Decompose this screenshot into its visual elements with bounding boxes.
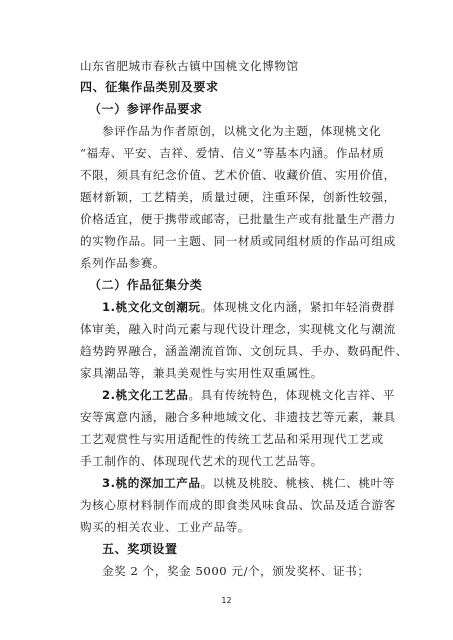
paragraph-line: 不限，须具有纪念价值、艺术价值、收藏价值、实用价值， [80, 168, 396, 182]
paragraph-line: 价格适宜，便于携带或邮寄，已批量生产或有批量生产潜力 [80, 212, 396, 226]
paragraph-line: 工艺观赏性与实用适配性的传统工艺品和采用现代工艺或 [80, 432, 384, 446]
category-2-first-line [102, 387, 395, 403]
category-3-lead: 3.桃的深加工产品 [102, 476, 201, 490]
paragraph-line: 体审美，融入时尚元素与现代设计理念，实现桃文化与潮流 [80, 322, 396, 336]
category-3-first-line [102, 475, 395, 491]
paragraph-line: 参评作品为作者原创，以桃文化为主题，体现桃文化 [102, 124, 382, 138]
subsection-2-title: （二）作品征集分类 [89, 278, 203, 292]
paragraph-line: 手工制作的、体现现代艺术的现代工艺品等。 [80, 454, 323, 468]
section-4-title: 四、征集作品类别及要求 [80, 80, 219, 94]
category-1-first-line [102, 299, 395, 315]
category-1-lead: 1.桃文化文创潮玩 [102, 300, 201, 314]
award-line: 金奖 2 个，奖金 5000 元/个，颁发奖杯、证书； [102, 564, 370, 578]
paragraph-line: 购买的相关农业、工业产品等。 [80, 520, 251, 534]
category-2-text: 。具有传统特色，体现桃文化吉祥、平 [188, 388, 395, 402]
paragraph-line: “福寿、平安、吉祥、爱情、信义”等基本内涵。作品材质 [80, 146, 385, 160]
paragraph-line: 为核心原材料制作而成的即食类风味食品、饮品及适合游客 [80, 498, 396, 512]
category-1-text: 。体现桃文化内涵，紧扣年轻消费群 [200, 300, 395, 314]
header-line: 山东省肥城市春秋古镇中国桃文化博物馆 [80, 59, 299, 73]
paragraph-line: 系列作品参赛。 [80, 256, 166, 270]
paragraph-line: 安等寓意内涵，融合多种地域文化、非遗技艺等元素，兼具 [80, 410, 396, 424]
paragraph-line: 题材新颖，工艺精美，质量过硬，注重环保，创新性较强， [80, 190, 396, 204]
paragraph-line: 趋势跨界融合，涵盖潮流首饰、文创玩具、手办、数码配件、 [80, 344, 408, 358]
category-3-text: 。以桃及桃胶、桃核、桃仁、桃叶等 [200, 476, 395, 490]
subsection-1-title: （一）参评作品要求 [89, 102, 203, 116]
category-2-lead: 2.桃文化工艺品 [102, 388, 189, 402]
section-5-title: 五、奖项设置 [102, 542, 178, 556]
paragraph-line: 的实物作品。同一主题、同一材质或同组材质的作品可组成 [80, 234, 396, 248]
paragraph-line: 家具潮品等，兼具美观性与实用性双重属性。 [80, 366, 323, 380]
page-number: 12 [221, 596, 232, 605]
